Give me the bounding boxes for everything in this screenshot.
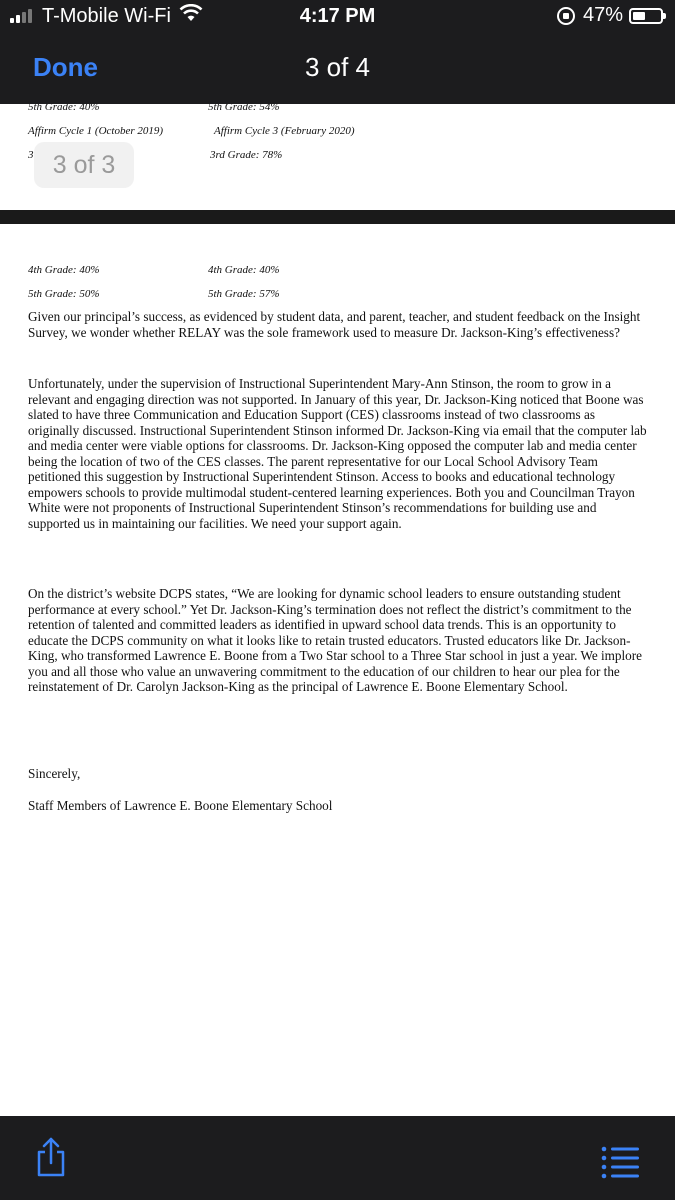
page1-left-line-2: Affirm Cycle 1 (October 2019) xyxy=(28,125,164,137)
grade-row-2-left: 5th Grade: 50% xyxy=(28,288,100,300)
page1-right-line-2: Affirm Cycle 3 (February 2020) xyxy=(214,125,355,137)
status-bar xyxy=(0,0,675,34)
document-page-current[interactable] xyxy=(0,224,675,1116)
page1-right-line-1: 5th Grade: 54% xyxy=(208,104,280,113)
page1-left-line-3: 3 xyxy=(28,149,34,161)
paragraph-2: Unfortunately, under the supervision of Instructional Superintendent Mary-Ann Stinson, the room to grow in a relevant and engaging direction was not supported. In January of this year, Dr. Jackson-King noticed that Boone was slated to have three Communication and Education Support (CES) classrooms instead of two classrooms as originally discussed. Instructional Superintendent Stinson informed Dr. Jackson-King via email that the computer lab and media center were viable options for classrooms. Dr. Jackson-King opposed the computer lab and media center being the location of two of the CES classes. The parent representative for our Local School Advisory Team petitioned this suggestion by Instructional Superintendent Stinson. Access to books and educational technology empowers schools to provide multimodal student-centered learning experiences. Both you and Councilman Trayon White were not proponents of Instructional Superintendent Stinson’s recommendations for building use and supported us in maintaining our facilities. We need your support again. xyxy=(28,376,647,531)
battery-icon xyxy=(629,8,663,24)
document-page-previous[interactable] xyxy=(0,104,675,210)
nav-bar xyxy=(0,34,675,104)
paragraph-3: On the district’s website DCPS states, “We are looking for dynamic school leaders to ensure outstanding student performance at every school.” Yet Dr. Jackson-King’s termination does not reflect the district’s commitment to the retention of talented and committed leaders as identified in upward school data trends. This is an opportunity to educate the DCPS community on what it looks like to retain trusted educators. Trusted educators like Dr. Jackson-King, who transformed Lawrence E. Boone from a Two Star school to a Three Star school in just a year. We implore you and all those who value an unwavering commitment to the education of our children to hear our plea for the reinstatement of Dr. Carolyn Jackson-King as the principal of Lawrence E. Boone Elementary School. xyxy=(28,586,643,694)
signature: Staff Members of Lawrence E. Boone Elementary School xyxy=(28,798,333,813)
page-title: 3 of 4 xyxy=(304,52,371,82)
closing: Sincerely, xyxy=(28,766,81,781)
bottom-toolbar xyxy=(0,1116,675,1200)
carrier-label: T-Mobile Wi-Fi xyxy=(42,4,171,27)
page1-right-line-3: 3rd Grade: 78% xyxy=(210,149,283,161)
share-icon[interactable] xyxy=(34,1136,68,1178)
paragraph-1: Given our principal’s success, as evidenced by student data, and parent, teacher, and student feedback on the Insight Survey, we wonder whether RELAY was the sole framework used to measure Dr. Jackson-King’s effectiveness? xyxy=(28,309,641,340)
battery-percent: 47% xyxy=(582,4,623,26)
done-button[interactable]: Done xyxy=(33,52,98,82)
grade-row-2-right: 5th Grade: 57% xyxy=(208,288,280,300)
grade-row-1-left: 4th Grade: 40% xyxy=(28,264,100,276)
page-gap xyxy=(0,210,675,224)
rotation-lock-icon xyxy=(557,7,575,25)
battery-fill xyxy=(633,12,645,20)
page-indicator-badge: 3 of 3 xyxy=(34,142,134,188)
status-right xyxy=(557,4,663,27)
page1-left-line-1: 5th Grade: 40% xyxy=(28,104,100,113)
list-icon[interactable] xyxy=(600,1144,640,1180)
status-time: 4:17 PM xyxy=(299,5,376,27)
grade-row-1-right: 4th Grade: 40% xyxy=(208,264,280,276)
